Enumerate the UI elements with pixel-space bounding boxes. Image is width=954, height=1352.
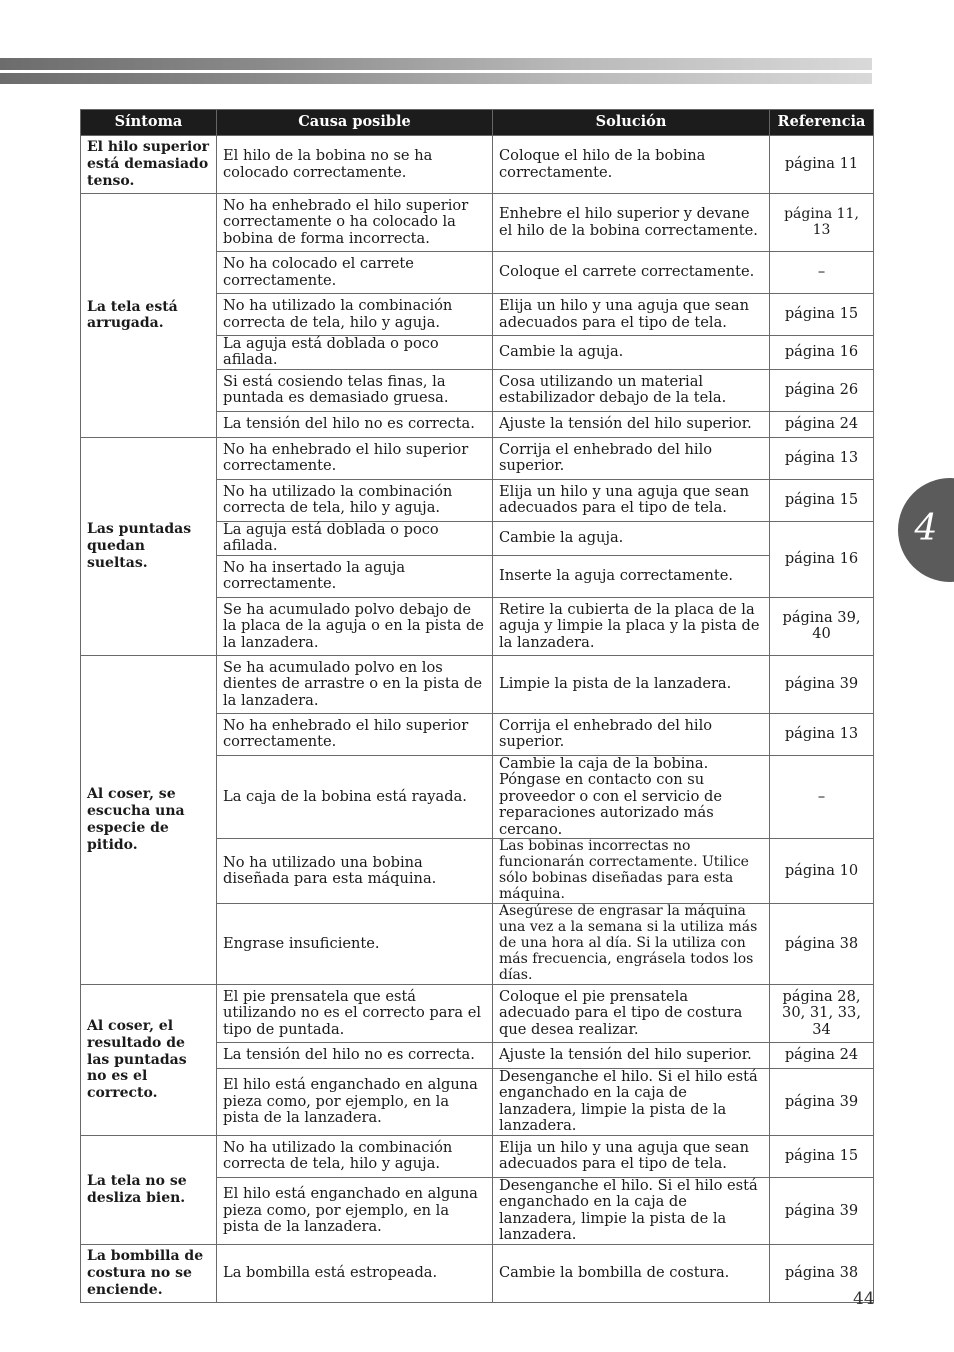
cause-cell: La bombilla está estropeada. <box>217 1244 493 1302</box>
solution-cell: Cambie la bombilla de costura. <box>493 1244 770 1302</box>
solution-cell: Elija un hilo y una aguja que sean adecuados para el tipo de tela. <box>493 479 770 521</box>
symptom-cell: La tela no se desliza bien. <box>81 1135 217 1244</box>
table-row <box>81 437 874 479</box>
table-row <box>81 655 874 713</box>
symptom-cell: Las puntadas quedan sueltas. <box>81 437 217 655</box>
solution-cell: Coloque el carrete correctamente. <box>493 252 770 294</box>
solution-cell: Asegúrese de engrasar la máquina una vez a la semana si la utiliza más de una hora al día. Si la utiliza con más frecuencia, engrásela todos los días. <box>493 904 770 985</box>
reference-cell: página 10 <box>770 839 874 904</box>
cause-cell: No ha colocado el carrete correctamente. <box>217 252 493 294</box>
solution-cell: Ajuste la tensión del hilo superior. <box>493 411 770 437</box>
header-reference: Referencia <box>770 110 874 136</box>
reference-cell: – <box>770 252 874 294</box>
symptom-cell: Al coser, el resultado de las puntadas no es el correcto. <box>81 984 217 1135</box>
table-row <box>81 136 874 194</box>
solution-cell: Cambie la caja de la bobina. Póngase en contacto con su proveedor o con el servicio de reparaciones autorizado más cercano. <box>493 755 770 838</box>
header-bar-stripe <box>0 70 872 73</box>
symptom-cell: Al coser, se escucha una especie de pitido. <box>81 655 217 984</box>
reference-cell: página 24 <box>770 411 874 437</box>
table-row <box>81 1135 874 1177</box>
reference-cell: página 16 <box>770 336 874 370</box>
cause-cell: No ha utilizado una bobina diseñada para esta máquina. <box>217 839 493 904</box>
reference-cell: página 38 <box>770 904 874 985</box>
cause-cell: Engrase insuficiente. <box>217 904 493 985</box>
table-header-row <box>81 110 874 136</box>
solution-cell: Corrija el enhebrado del hilo superior. <box>493 437 770 479</box>
reference-cell: página 39 <box>770 1068 874 1135</box>
reference-cell: página 11 <box>770 136 874 194</box>
cause-cell: El hilo está enganchado en alguna pieza como, por ejemplo, en la pista de la lanzadera. <box>217 1068 493 1135</box>
reference-cell: página 24 <box>770 1042 874 1068</box>
table-row <box>81 1244 874 1302</box>
solution-cell: Cambie la aguja. <box>493 521 770 555</box>
cause-cell: No ha insertado la aguja correctamente. <box>217 555 493 597</box>
solution-cell: Coloque el pie prensatela adecuado para el tipo de costura que desea realizar. <box>493 984 770 1042</box>
troubleshooting-table <box>80 109 874 1303</box>
cause-cell: No ha utilizado la combinación correcta de tela, hilo y aguja. <box>217 479 493 521</box>
solution-cell: Limpie la pista de la lanzadera. <box>493 655 770 713</box>
solution-cell: Corrija el enhebrado del hilo superior. <box>493 713 770 755</box>
cause-cell: Se ha acumulado polvo en los dientes de arrastre o en la pista de la lanzadera. <box>217 655 493 713</box>
header-cause: Causa posible <box>217 110 493 136</box>
reference-cell: página 13 <box>770 713 874 755</box>
solution-cell: Coloque el hilo de la bobina correctamente. <box>493 136 770 194</box>
reference-cell: página 15 <box>770 294 874 336</box>
solution-cell: Desenganche el hilo. Si el hilo está enganchado en la caja de lanzadera, limpie la pista de la lanzadera. <box>493 1177 770 1244</box>
cause-cell: Se ha acumulado polvo debajo de la placa de la aguja o en la pista de la lanzadera. <box>217 597 493 655</box>
cause-cell: La aguja está doblada o poco afilada. <box>217 521 493 555</box>
cause-cell: El pie prensatela que está utilizando no es el correcto para el tipo de puntada. <box>217 984 493 1042</box>
header-solution: Solución <box>493 110 770 136</box>
table-row <box>81 194 874 252</box>
symptom-cell: La bombilla de costura no se enciende. <box>81 1244 217 1302</box>
reference-cell: página 39 <box>770 1177 874 1244</box>
header-symptom: Síntoma <box>81 110 217 136</box>
cause-cell: La tensión del hilo no es correcta. <box>217 1042 493 1068</box>
cause-cell: Si está cosiendo telas finas, la puntada es demasiado gruesa. <box>217 369 493 411</box>
cause-cell: El hilo está enganchado en alguna pieza como, por ejemplo, en la pista de la lanzadera. <box>217 1177 493 1244</box>
reference-cell: página 28, 30, 31, 33, 34 <box>770 984 874 1042</box>
reference-cell: – <box>770 755 874 838</box>
cause-cell: No ha enhebrado el hilo superior correctamente. <box>217 437 493 479</box>
solution-cell: Las bobinas incorrectas no funcionarán correctamente. Utilice sólo bobinas diseñadas para esta máquina. <box>493 839 770 904</box>
solution-cell: Elija un hilo y una aguja que sean adecuados para el tipo de tela. <box>493 294 770 336</box>
cause-cell: La caja de la bobina está rayada. <box>217 755 493 838</box>
solution-cell: Inserte la aguja correctamente. <box>493 555 770 597</box>
cause-cell: No ha utilizado la combinación correcta de tela, hilo y aguja. <box>217 294 493 336</box>
reference-cell: página 39, 40 <box>770 597 874 655</box>
table-row <box>81 984 874 1042</box>
cause-cell: La aguja está doblada o poco afilada. <box>217 336 493 370</box>
reference-cell: página 13 <box>770 437 874 479</box>
reference-cell: página 38 <box>770 1244 874 1302</box>
cause-cell: La tensión del hilo no es correcta. <box>217 411 493 437</box>
symptom-cell: La tela está arrugada. <box>81 194 217 438</box>
solution-cell: Enhebre el hilo superior y devane el hilo de la bobina correctamente. <box>493 194 770 252</box>
header-gradient-bar <box>0 58 872 84</box>
solution-cell: Desenganche el hilo. Si el hilo está enganchado en la caja de lanzadera, limpie la pista de la lanzadera. <box>493 1068 770 1135</box>
reference-cell: página 15 <box>770 1135 874 1177</box>
solution-cell: Cosa utilizando un material estabilizador debajo de la tela. <box>493 369 770 411</box>
cause-cell: No ha enhebrado el hilo superior correctamente. <box>217 713 493 755</box>
solution-cell: Cambie la aguja. <box>493 336 770 370</box>
solution-cell: Retire la cubierta de la placa de la aguja y limpie la placa y la pista de la lanzadera. <box>493 597 770 655</box>
reference-cell: página 39 <box>770 655 874 713</box>
reference-cell: página 11, 13 <box>770 194 874 252</box>
solution-cell: Elija un hilo y una aguja que sean adecuados para el tipo de tela. <box>493 1135 770 1177</box>
cause-cell: No ha enhebrado el hilo superior correctamente o ha colocado la bobina de forma incorrecta. <box>217 194 493 252</box>
solution-cell: Ajuste la tensión del hilo superior. <box>493 1042 770 1068</box>
reference-cell: página 15 <box>770 479 874 521</box>
reference-cell: página 16 <box>770 521 874 597</box>
reference-cell: página 26 <box>770 369 874 411</box>
cause-cell: No ha utilizado la combinación correcta de tela, hilo y aguja. <box>217 1135 493 1177</box>
chapter-number: 4 <box>914 508 938 549</box>
symptom-cell: El hilo superior está demasiado tenso. <box>81 136 217 194</box>
cause-cell: El hilo de la bobina no se ha colocado correctamente. <box>217 136 493 194</box>
page-number: 44 <box>853 1289 875 1309</box>
